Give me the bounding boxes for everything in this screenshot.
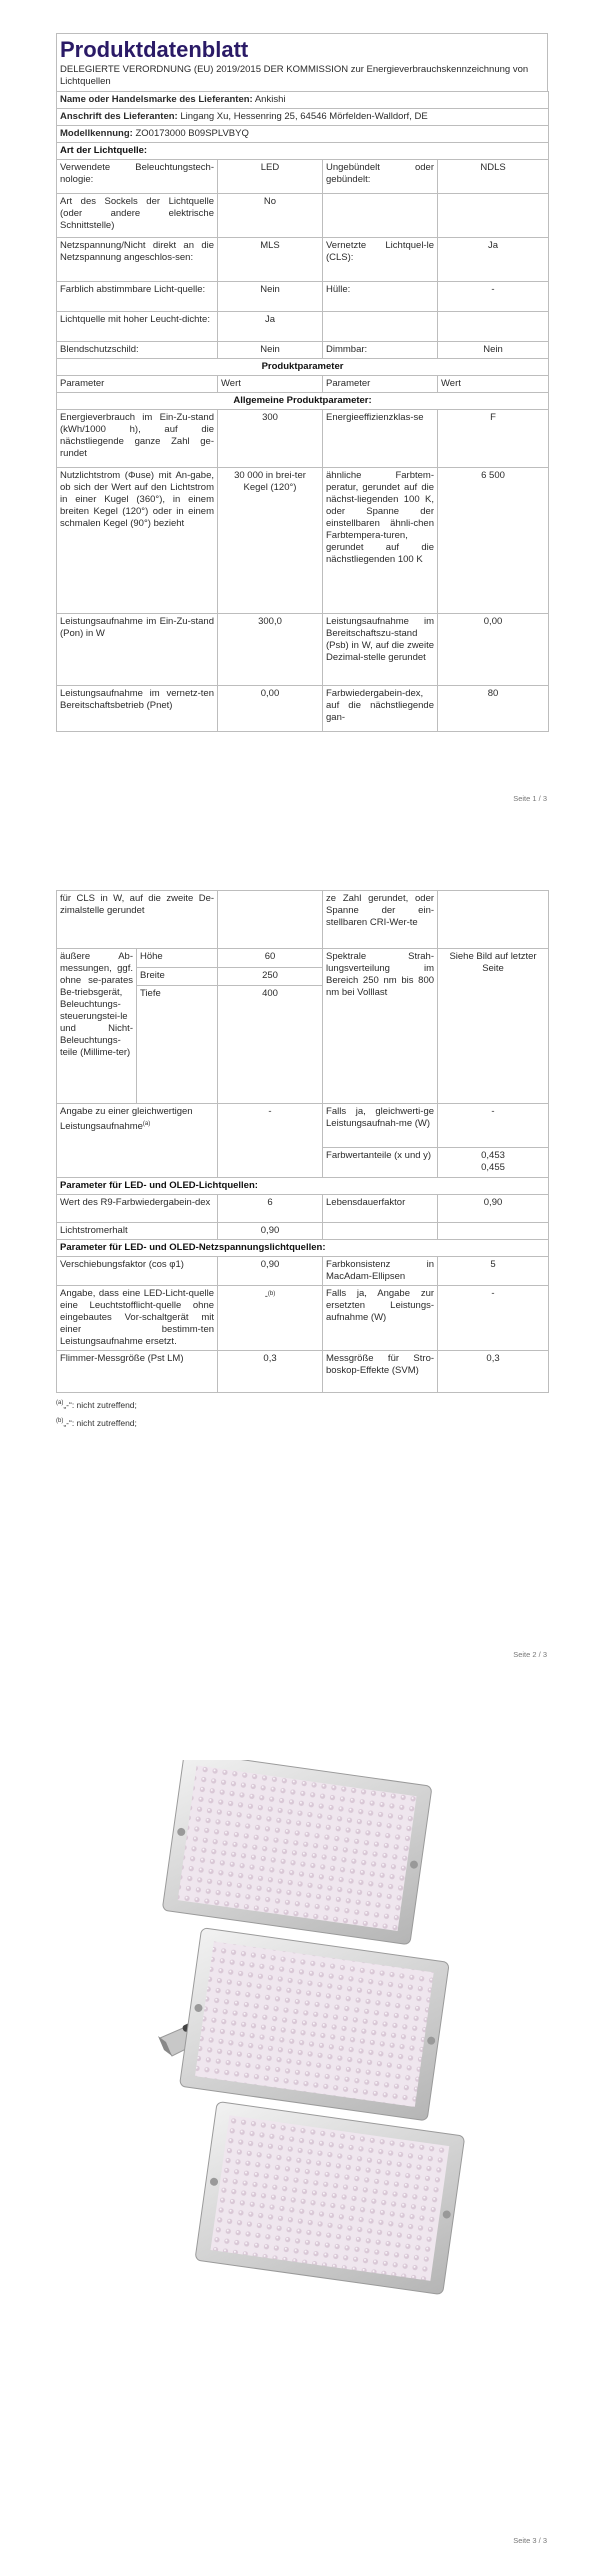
type-row-value: Nein [218,282,323,312]
param-label: Energieeffizienzklas-se [323,410,438,468]
param-value: 5 [438,1257,549,1286]
param-value: 0,3 [218,1351,323,1393]
param-value: 300 [218,410,323,468]
param-label: Flimmer-Messgröße (Pst LM) [57,1351,218,1393]
datasheet-page-2 [56,890,548,1429]
equivalent-watt-label: Falls ja, gleichwerti-ge Leistungsaufnah-me (W) [323,1104,438,1148]
type-row-label: Netzspannung/Nicht direkt an die Netzspannung angeschlos-sen: [57,238,218,282]
param-label: Leistungsaufnahme im Bereitschaftszu-stand (Psb) in W, auf die zweite Dezimal-stelle gerundet [323,614,438,686]
param-label: Angabe, dass eine LED-Licht-quelle eine Leuchtstofflicht-quelle ohne eingebautes Vor-schaltgerät mit einer bestimm-ten Leistungsaufnahme ersetzt. [57,1286,218,1351]
type-row-label: Ungebündelt oder gebündelt: [323,160,438,194]
type-row-label: Art des Sockels der Lichtquelle (oder andere elektrische Schnittstelle) [57,194,218,238]
param-value: 6 500 [438,468,549,614]
col-header-parameter: Parameter [57,376,218,393]
spectral-label: Spektrale Strah-lungsverteilung im Bereich 250 nm bis 800 nm bei Volllast [323,949,438,1104]
param-label: Falls ja, Angabe zur ersetzten Leistungs-aufnahme (W) [323,1286,438,1351]
page-3 [0,1680,603,2560]
param-label: Farbkonsistenz in MacAdam-Ellipsen [323,1257,438,1286]
equivalent-watt-value: - [438,1104,549,1148]
param-label: für CLS in W, auf die zweite De-zimalstelle gerundet [57,891,218,949]
equivalent-power-value: - [218,1104,323,1178]
param-value [218,891,323,949]
param-label: Lichtstromerhalt [57,1223,218,1240]
param-value: 300,0 [218,614,323,686]
dimension-value: 60 [218,949,323,968]
type-row-value: NDLS [438,160,549,194]
mains-parameters-header: Parameter für LED- und OLED-Netzspannungslichtquellen: [57,1240,549,1257]
type-row-value: Ja [218,312,323,342]
dimension-key: Tiefe [137,986,218,1104]
type-row-label: Vernetzte Lichtquel-le (CLS): [323,238,438,282]
param-label: Wert des R9-Farbwiedergabein-dex [57,1195,218,1223]
param-label: Leistungsaufnahme im vernetz-ten Bereitschaftsbetrieb (Pnet) [57,686,218,732]
dimension-value: 250 [218,967,323,986]
type-row-value: LED [218,160,323,194]
param-label: Nutzlichtstrom (Φuse) mit An-gabe, ob sich der Wert auf den Lichtstrom in einer Kugel (360°), in einem breiten Kegel (120°) oder in einem schmalen Kegel (90°) bezieht [57,468,218,614]
parameters-table-continued [56,890,549,1393]
equivalent-power-label: Angabe zu einer gleichwertigen Leistungsaufnahme$^{(a)}$ [57,1104,218,1178]
type-row-label: Blendschutzschild: [57,342,218,359]
param-value: 0,00 [218,686,323,732]
param-label: Verschiebungsfaktor (cos φ1) [57,1257,218,1286]
page-number: Seite 2 / 3 [513,1650,547,1659]
param-label: Leistungsaufnahme im Ein-Zu-stand (Pon) in W [57,614,218,686]
param-label: Lebensdauerfaktor [323,1195,438,1223]
spectral-value: Siehe Bild auf letzter Seite [438,949,549,1104]
type-row-value: - [438,282,549,312]
dimension-key: Breite [137,967,218,986]
col-header-parameter: Parameter [323,376,438,393]
model-row: Modellkennung: ZO0173000 B09SPLVBYQ [57,126,549,143]
param-value: 0,3 [438,1351,549,1393]
page-2 [0,820,603,1680]
param-value: 80 [438,686,549,732]
type-row-label: Hülle: [323,282,438,312]
type-row-label [323,194,438,238]
page-number: Seite 1 / 3 [513,794,547,803]
param-value [438,1223,549,1240]
col-header-value: Wert [218,376,323,393]
param-value: 0,90 [438,1195,549,1223]
page-number: Seite 3 / 3 [513,2536,547,2545]
dimensions-label: äußere Ab-messungen, ggf. ohne se-parates Be-triebsgerät, Beleuchtungs-steuerungstei-le und Nicht-Beleuchtungs-teile (Millime-ter) [57,949,137,1104]
led-floodlight-image [150,1760,470,2320]
param-label: ähnliche Farbtem-peratur, gerundet auf die nächst-liegenden 100 K, oder Spanne der einstellbaren ähnli-chen Farbtempera-turen, gerundet auf die nächstliegenden 100 K [323,468,438,614]
type-row-label: Lichtquelle mit hoher Leucht-dichte: [57,312,218,342]
param-label [323,1223,438,1240]
led-parameters-header: Parameter für LED- und OLED-Lichtquellen: [57,1178,549,1195]
general-parameters-header: Allgemeine Produktparameter: [57,393,549,410]
param-label: Messgröße für Stro-boskop-Effekte (SVM) [323,1351,438,1393]
type-row-label: Dimmbar: [323,342,438,359]
footnote-a: $^{(a)}$„-“: nicht zutreffend; [56,1399,137,1410]
datasheet-page-1 [56,33,548,732]
param-value: - [438,1286,549,1351]
param-value [438,891,549,949]
regulation-subtitle: DELEGIERTE VERORDNUNG (EU) 2019/2015 DER KOMMISSION zur Energieverbrauchskennzeichnung von Lichtquellen [60,64,529,87]
param-value: F [438,410,549,468]
param-label: ze Zahl gerundet, oder Spanne der ein-stellbaren CRI-Wer-te [323,891,438,949]
param-value: -$^{(b)}$ [218,1286,323,1351]
col-header-value: Wert [438,376,549,393]
footnote-b: $^{(b)}$„-“: nicht zutreffend; [56,1417,137,1428]
type-row-value [438,194,549,238]
chromaticity-label: Farbwertanteile (x und y) [323,1148,438,1178]
light-source-type-header: Art der Lichtquelle: [57,143,549,160]
title-block [56,33,548,91]
type-row-value: Ja [438,238,549,282]
param-label: Energieverbrauch im Ein-Zu-stand (kWh/1000 h), auf die nächstliegende ganze Zahl ge-rundet [57,410,218,468]
page-title: Produktdatenblatt [60,37,249,62]
param-value: 6 [218,1195,323,1223]
type-row-label: Verwendete Beleuchtungstech-nologie: [57,160,218,194]
param-value: 30 000 in brei-ter Kegel (120°) [218,468,323,614]
type-row-value: Nein [218,342,323,359]
type-row-label [323,312,438,342]
param-value: 0,90 [218,1223,323,1240]
page-1 [0,0,603,820]
type-row-value: MLS [218,238,323,282]
param-value: 0,00 [438,614,549,686]
dimension-value: 400 [218,986,323,1104]
chromaticity-value: 0,453 0,455 [438,1148,549,1178]
product-parameters-header: Produktparameter [57,359,549,376]
param-label: Farbwiedergabein-dex, auf die nächstliegende gan- [323,686,438,732]
supplier-address-row: Anschrift des Lieferanten: Lingang Xu, Hessenring 25, 64546 Mörfelden-Walldorf, DE [57,109,549,126]
type-row-value: Nein [438,342,549,359]
supplier-name-row: Name oder Handelsmarke des Lieferanten: Ankishi [57,92,549,109]
type-row-value: No [218,194,323,238]
type-row-value [438,312,549,342]
dimension-key: Höhe [137,949,218,968]
supplier-table [56,91,549,732]
param-value: 0,90 [218,1257,323,1286]
type-row-label: Farblich abstimmbare Licht-quelle: [57,282,218,312]
